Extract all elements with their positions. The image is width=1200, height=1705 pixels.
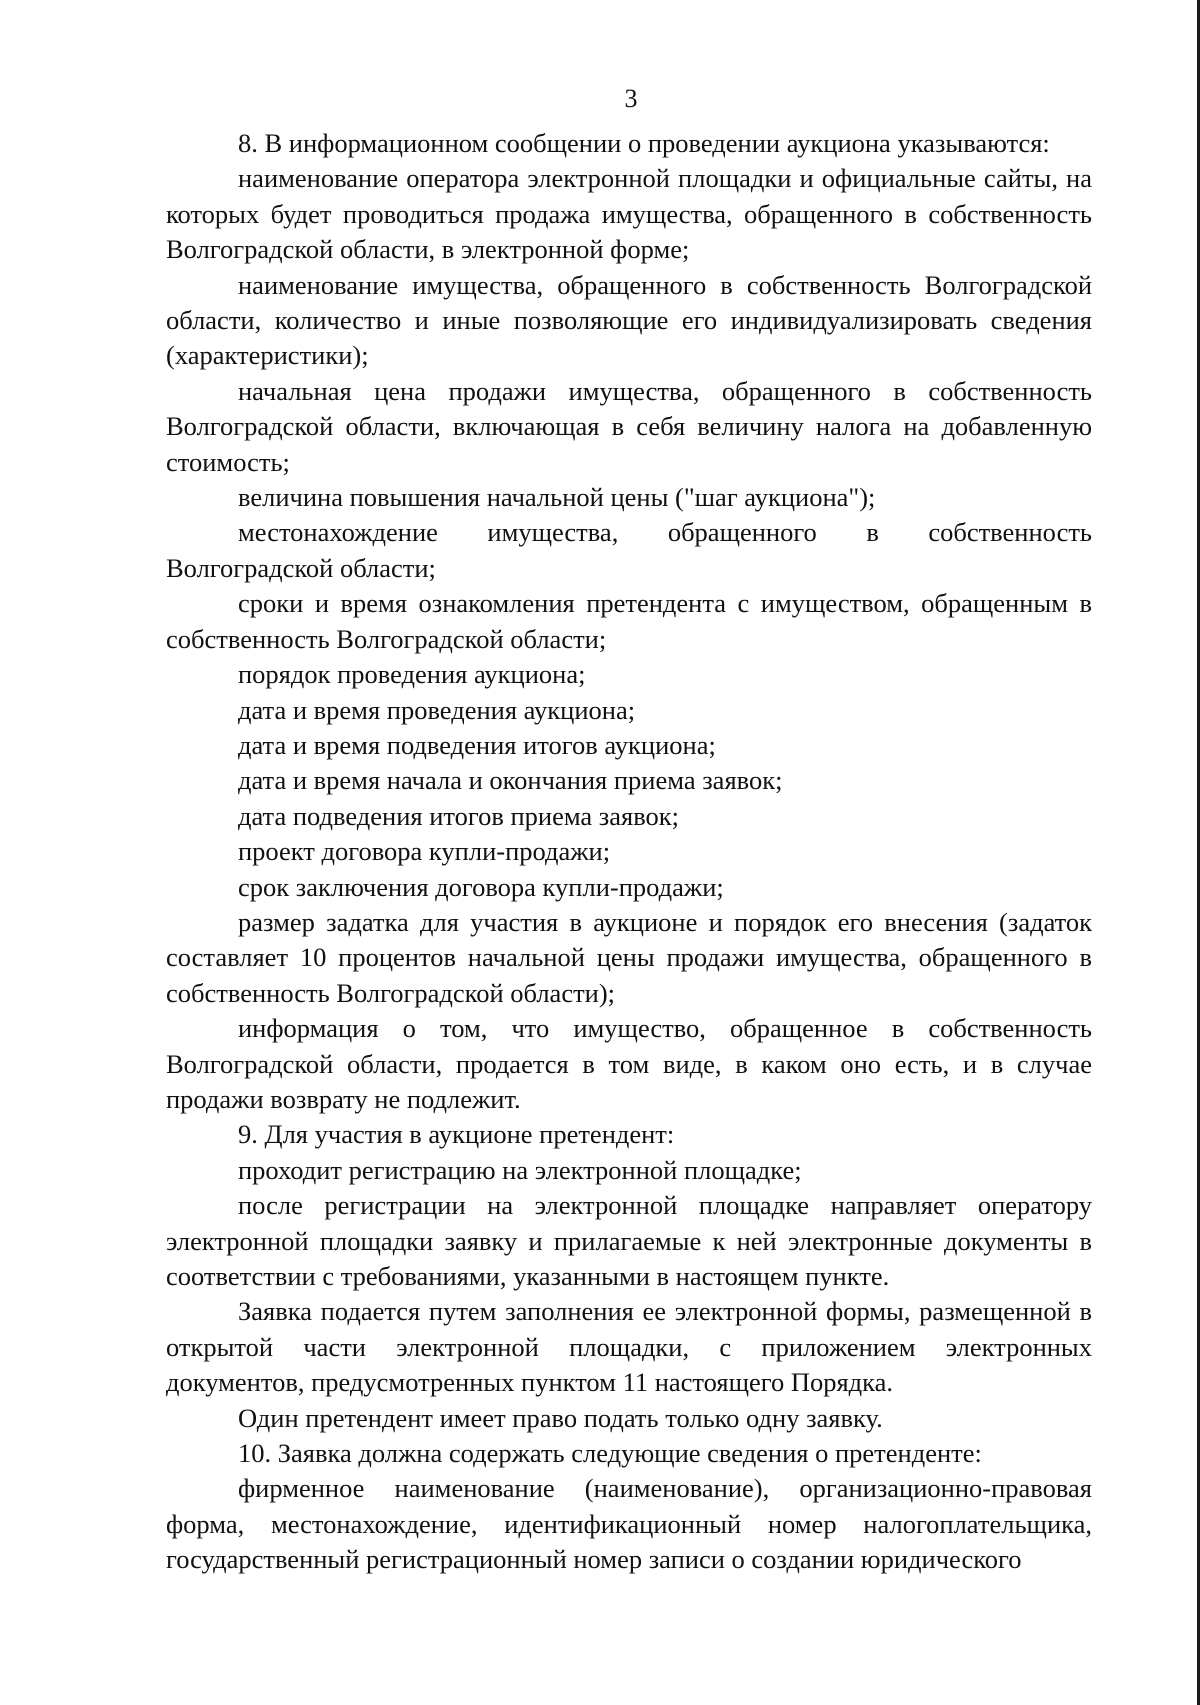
- paragraph: сроки и время ознакомления претендента с имуществом, обращенным в собственность Волгоградской области;: [166, 588, 1092, 654]
- paragraph: наименование оператора электронной площадки и официальные сайты, на которых будет проводиться продажа имущества, обращенного в собственность Волгоградской области, в электронной форме;: [166, 163, 1092, 265]
- paragraph: дата подведения итогов приема заявок;: [238, 800, 680, 831]
- paragraph: фирменное наименование (наименование), организационно-правовая форма, местонахождение, идентификационный номер налогоплательщика, государственный регистрационный номер записи о создании юридического: [166, 1473, 1092, 1575]
- paragraph: Один претендент имеет право подать только одну заявку.: [238, 1402, 883, 1433]
- paragraph: начальная цена продажи имущества, обращенного в собственность Волгоградской области, включающая в себя величину налога на добавленную стоимость;: [166, 375, 1092, 477]
- paragraph: величина повышения начальной цены ("шаг аукциона");: [238, 482, 876, 513]
- paragraph: информация о том, что имущество, обращенное в собственность Волгоградской области, продается в том виде, в каком оно есть, и в случае продажи возврату не подлежит.: [166, 1013, 1092, 1114]
- paragraph: срок заключения договора купли-продажи;: [238, 871, 724, 902]
- paragraph: проект договора купли-продажи;: [238, 836, 611, 867]
- paragraph: 9. Для участия в аукционе претендент:: [238, 1119, 675, 1150]
- paragraph: дата и время подведения итогов аукциона;: [238, 729, 716, 760]
- page-number: 3: [624, 84, 638, 113]
- paragraph: дата и время начала и окончания приема заявок;: [238, 765, 783, 796]
- paragraph: наименование имущества, обращенного в собственность Волгоградской области, количество и иные позволяющие его индивидуализировать сведения (характеристики);: [166, 269, 1092, 371]
- paragraph: 10. Заявка должна содержать следующие сведения о претенденте:: [238, 1438, 982, 1469]
- paragraph: порядок проведения аукциона;: [238, 659, 586, 690]
- document-body: [166, 126, 1092, 1578]
- paragraph: дата и время проведения аукциона;: [238, 694, 636, 725]
- paragraph: Заявка подается путем заполнения ее электронной формы, размещенной в открытой части электронной площадки, с приложением электронных документов, предусмотренных пунктом 11 настоящего Порядка.: [166, 1296, 1092, 1398]
- paragraph: 8. В информационном сообщении о проведении аукциона указываются:: [238, 128, 1050, 158]
- paragraph: размер задатка для участия в аукционе и порядок его внесения (задаток составляет 10 процентов начальной цены продажи имущества, обращенного в собственность Волгоградской области);: [166, 906, 1092, 1008]
- paragraph: проходит регистрацию на электронной площадке;: [238, 1154, 802, 1185]
- paragraph: после регистрации на электронной площадке направляет оператору электронной площадки заявку и прилагаемые к ней электронные документы в соответствии с требованиями, указанными в настоящем пункте.: [166, 1190, 1092, 1291]
- paragraph: местонахождение имущества, обращенного в собственность Волгоградской области;: [166, 517, 1092, 583]
